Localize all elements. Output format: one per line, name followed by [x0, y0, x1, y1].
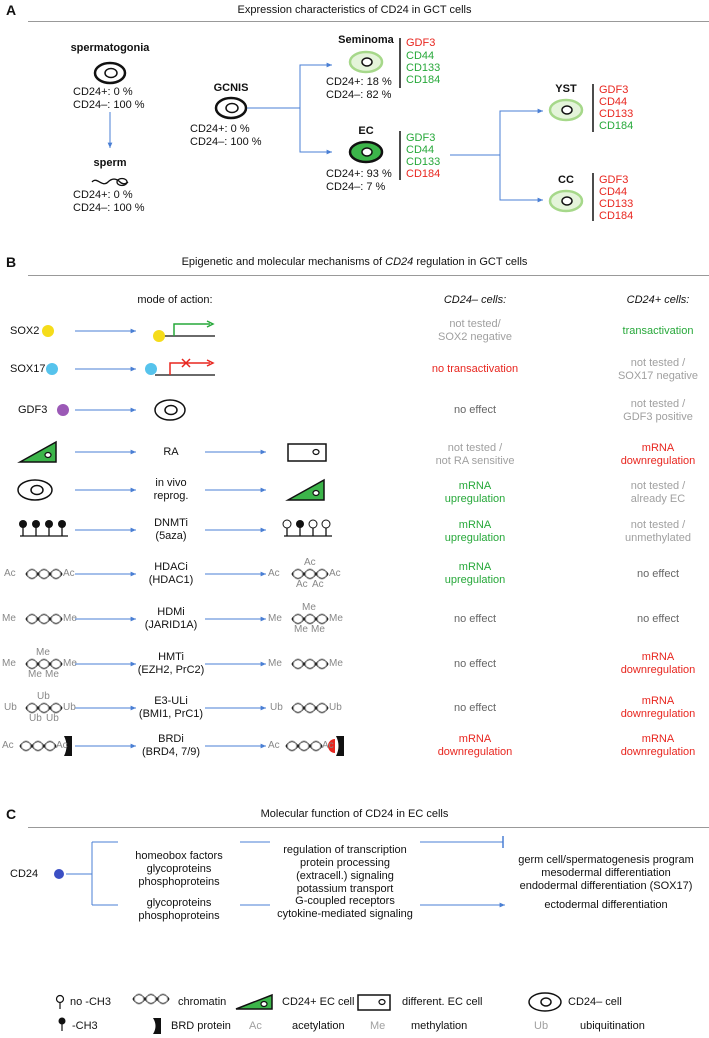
yst-marker: CD133 — [599, 108, 634, 120]
sox17-label: SOX17 — [10, 363, 46, 375]
yst-cell — [550, 100, 582, 120]
mod-ac: Ac — [329, 568, 341, 579]
ec-marker: CD184 — [406, 168, 441, 180]
seminoma-cell — [350, 52, 382, 72]
ec-neg: CD24–: 7 % — [326, 181, 386, 193]
legend-no-ch3: no -CH3 — [70, 996, 111, 1008]
panel-c-title: Molecular function of CD24 in EC cells — [260, 808, 449, 820]
ec-cell-icon — [20, 442, 56, 462]
legend-chromatin-icon — [133, 994, 169, 1004]
ec-label: EC — [358, 125, 374, 137]
neg-hmti: no effect — [454, 658, 496, 670]
neg-dnmti: mRNA upregulation — [444, 519, 506, 544]
lower-left-item: phosphoproteins — [138, 910, 220, 922]
mode-e3: E3-ULi (BMI1, PrC1) — [138, 695, 204, 720]
mod-ub: Ub — [4, 702, 17, 713]
panel-b-letter: B — [6, 254, 17, 270]
sox17-gene-icon — [145, 359, 215, 375]
mod-ac: Ac — [56, 740, 68, 751]
legend-ac-abbr: Ac — [249, 1020, 262, 1032]
legend-ub-abbr: Ub — [534, 1020, 549, 1032]
gcnis-label: GCNIS — [213, 82, 249, 94]
legend-ubiquitination: ubiquitination — [580, 1020, 645, 1032]
sperm-neg: CD24–: 100 % — [73, 202, 145, 214]
mod-ub: Ub — [46, 713, 59, 724]
legend-brd-icon — [153, 1018, 161, 1034]
col-mode-header: mode of action: — [137, 294, 213, 306]
chromatin-icon — [20, 741, 56, 751]
mod-ub: Ub — [329, 702, 342, 713]
neg-sox17: no transactivation — [431, 363, 519, 375]
chromatin-icon — [26, 614, 62, 624]
ec-marker: CD133 — [406, 156, 441, 168]
lower-mid-item: cytokine-mediated signaling — [277, 908, 413, 920]
chromatin-icon — [292, 659, 328, 669]
cc-label: CC — [558, 174, 574, 186]
mod-ub: Ub — [63, 702, 76, 713]
legend-ch3-icon — [59, 1018, 66, 1032]
sperm-pos: CD24+: 0 % — [73, 189, 133, 201]
ec-marker: CD44 — [406, 144, 435, 156]
neg-brdi: mRNA downregulation — [437, 733, 513, 758]
panel-b-title: Epigenetic and molecular mechanisms of CD24 regulation in GCT cells — [181, 256, 528, 268]
brd-protein-icon — [336, 736, 344, 756]
sox2-label: SOX2 — [10, 325, 40, 337]
panel-a-title: Expression characteristics of CD24 in GCT cells — [237, 4, 472, 16]
pos-hmti: mRNA downregulation — [620, 651, 696, 676]
spermatogonia-label: spermatogonia — [70, 42, 150, 54]
mode-dnmti: DNMTi (5aza) — [154, 517, 188, 542]
mod-me: Me — [329, 658, 343, 669]
mod-ub: Ub — [37, 691, 50, 702]
cc-marker: GDF3 — [599, 174, 629, 186]
ec-marker: GDF3 — [406, 132, 436, 144]
panel-a-letter: A — [6, 2, 17, 18]
panel-a-rule — [28, 21, 709, 22]
mode-vivo: in vivo reprog. — [153, 477, 189, 502]
upper-mid-item: potassium transport — [296, 883, 394, 895]
mode-hmti: HMTi (EZH2, PrC2) — [137, 651, 205, 676]
upper-right-item: endodermal differentiation (SOX17) — [519, 880, 693, 892]
mod-ac: Ac — [304, 557, 316, 568]
legend-ec-cell: CD24+ EC cell — [282, 996, 355, 1008]
yst-marker: CD184 — [599, 120, 634, 132]
panel-b-rule — [28, 275, 709, 276]
chromatin-icon — [292, 614, 328, 624]
mod-me: Me — [63, 613, 77, 624]
legend-acetylation: acetylation — [292, 1020, 345, 1032]
upper-right-item: germ cell/spermatogenesis program — [518, 854, 694, 866]
pos-dnmti: not tested / unmethylated — [624, 519, 692, 544]
cc-marker: CD133 — [599, 198, 634, 210]
mode-hdaci: HDACi (HDAC1) — [148, 561, 194, 586]
yst-label: YST — [555, 83, 577, 95]
cd24-dot — [54, 869, 64, 879]
mode-hdmi: HDMi (JARID1A) — [144, 606, 198, 631]
sperm-label: sperm — [93, 157, 127, 169]
pos-sox17: not tested / SOX17 negative — [617, 357, 699, 382]
pos-gdf3: not tested / GDF3 positive — [623, 398, 693, 423]
mod-me: Me — [36, 647, 50, 658]
seminoma-marker: CD133 — [406, 62, 441, 74]
mod-ac: Ac — [268, 740, 280, 751]
lower-right-item: ectodermal differentiation — [544, 899, 668, 911]
neg-cell-icon — [155, 400, 185, 420]
pos-vivo: not tested / already EC — [630, 480, 686, 505]
mod-ac: Ac — [268, 568, 280, 579]
legend-brd: BRD protein — [171, 1020, 231, 1032]
panel-c-letter: C — [6, 806, 17, 822]
upper-left-item: homeobox factors — [135, 850, 223, 862]
sox2-dot — [42, 325, 54, 337]
mod-me: Me — [45, 669, 59, 680]
seminoma-marker: CD184 — [406, 74, 441, 86]
yst-marker: CD44 — [599, 96, 628, 108]
sperm-icon — [92, 179, 128, 184]
cc-marker: CD44 — [599, 186, 628, 198]
chromatin-icon — [26, 659, 62, 669]
mod-me: Me — [28, 669, 42, 680]
gdf3-label: GDF3 — [18, 404, 48, 416]
ec-cell — [350, 142, 382, 162]
seminoma-marker: GDF3 — [406, 37, 436, 49]
mod-me: Me — [63, 658, 77, 669]
mod-ub: Ub — [29, 713, 42, 724]
legend-no-ch3-icon — [57, 996, 64, 1010]
pos-hdaci: no effect — [637, 568, 679, 580]
neg-hdmi: no effect — [454, 613, 496, 625]
legend-neg-cell-icon — [529, 993, 561, 1011]
cc-marker: CD184 — [599, 210, 634, 222]
methylated-cpg-icon — [19, 520, 68, 536]
gdf3-dot — [57, 404, 69, 416]
mod-me: Me — [302, 602, 316, 613]
diff-cell-icon — [288, 444, 326, 461]
chromatin-icon — [26, 569, 62, 579]
neg-ra: not tested / not RA sensitive — [435, 442, 515, 467]
spermatogonia-cell — [95, 63, 125, 83]
legend-me-abbr: Me — [370, 1020, 386, 1032]
seminoma-label: Seminoma — [338, 34, 394, 46]
upper-mid-item: (extracell.) signaling — [296, 870, 394, 882]
cc-cell — [550, 191, 582, 211]
mod-me: Me — [294, 624, 308, 635]
neg-cell-icon — [18, 480, 52, 500]
mod-me: Me — [311, 624, 325, 635]
gcnis-pos: CD24+: 0 % — [190, 123, 250, 135]
sox2-gene-icon — [153, 321, 215, 342]
upper-left-item: glycoproteins — [146, 863, 212, 875]
legend-methylation: methylation — [411, 1020, 468, 1032]
chromatin-icon — [292, 569, 328, 579]
pos-brdi: mRNA downregulation — [620, 733, 696, 758]
legend-ch3: -CH3 — [72, 1020, 98, 1032]
upper-left-item: phosphoproteins — [138, 876, 220, 888]
cd24-label: CD24 — [10, 868, 39, 880]
neg-vivo: mRNA upregulation — [444, 480, 506, 505]
chromatin-icon — [286, 741, 322, 751]
pos-ra: mRNA downregulation — [620, 442, 696, 467]
spermatogonia-neg: CD24–: 100 % — [73, 99, 145, 111]
neg-sox2: not tested/ SOX2 negative — [438, 318, 512, 343]
mod-ac: Ac — [2, 740, 14, 751]
legend-chromatin: chromatin — [178, 996, 227, 1008]
chromatin-icon — [26, 703, 62, 713]
ec-cell-icon — [288, 480, 324, 500]
pos-e3: mRNA downregulation — [620, 695, 696, 720]
col-pos-header: CD24+ cells: — [626, 294, 690, 306]
gcnis-neg: CD24–: 100 % — [190, 136, 262, 148]
upper-mid-item: protein processing — [300, 857, 390, 869]
sox17-dot — [46, 363, 58, 375]
panel-c-rule — [28, 827, 709, 828]
legend-neg-cell: CD24– cell — [568, 996, 622, 1008]
lower-mid-item: G-coupled receptors — [295, 895, 395, 907]
neg-gdf3: no effect — [454, 404, 496, 416]
arrow-ec-yst — [450, 111, 543, 155]
seminoma-marker: CD44 — [406, 50, 435, 62]
yst-marker: GDF3 — [599, 84, 629, 96]
demethylated-cpg-icon — [283, 520, 332, 536]
seminoma-pos: CD24+: 18 % — [326, 76, 392, 88]
pos-sox2: transactivation — [622, 325, 694, 337]
legend-diff-cell: different. EC cell — [402, 996, 483, 1008]
gcnis-cell — [216, 98, 246, 118]
mod-me: Me — [329, 613, 343, 624]
spermatogonia-pos: CD24+: 0 % — [73, 86, 133, 98]
upper-mid-item: regulation of transcription — [283, 844, 407, 856]
upper-right-item: mesodermal differentiation — [541, 867, 671, 879]
mod-ac: Ac — [4, 568, 16, 579]
ec-pos: CD24+: 93 % — [326, 168, 392, 180]
seminoma-neg: CD24–: 82 % — [326, 89, 392, 101]
mod-me: Me — [2, 613, 16, 624]
neg-hdaci: mRNA upregulation — [444, 561, 506, 586]
mod-me: Me — [268, 613, 282, 624]
mod-ac: Ac — [322, 740, 334, 751]
pos-hdmi: no effect — [637, 613, 679, 625]
mod-ac: Ac — [296, 579, 308, 590]
arrow-gcnis-ec — [300, 108, 332, 152]
lower-left-item: glycoproteins — [146, 897, 212, 909]
mod-me: Me — [2, 658, 16, 669]
mod-ac: Ac — [63, 568, 75, 579]
mod-ac: Ac — [312, 579, 324, 590]
chromatin-icon — [292, 703, 328, 713]
neg-e3: no effect — [454, 702, 496, 714]
mod-ub: Ub — [270, 702, 283, 713]
mode-brdi: BRDi (BRD4, 7/9) — [141, 733, 201, 758]
col-neg-header: CD24– cells: — [443, 294, 507, 306]
mode-ra: RA — [163, 446, 179, 458]
mod-me: Me — [268, 658, 282, 669]
